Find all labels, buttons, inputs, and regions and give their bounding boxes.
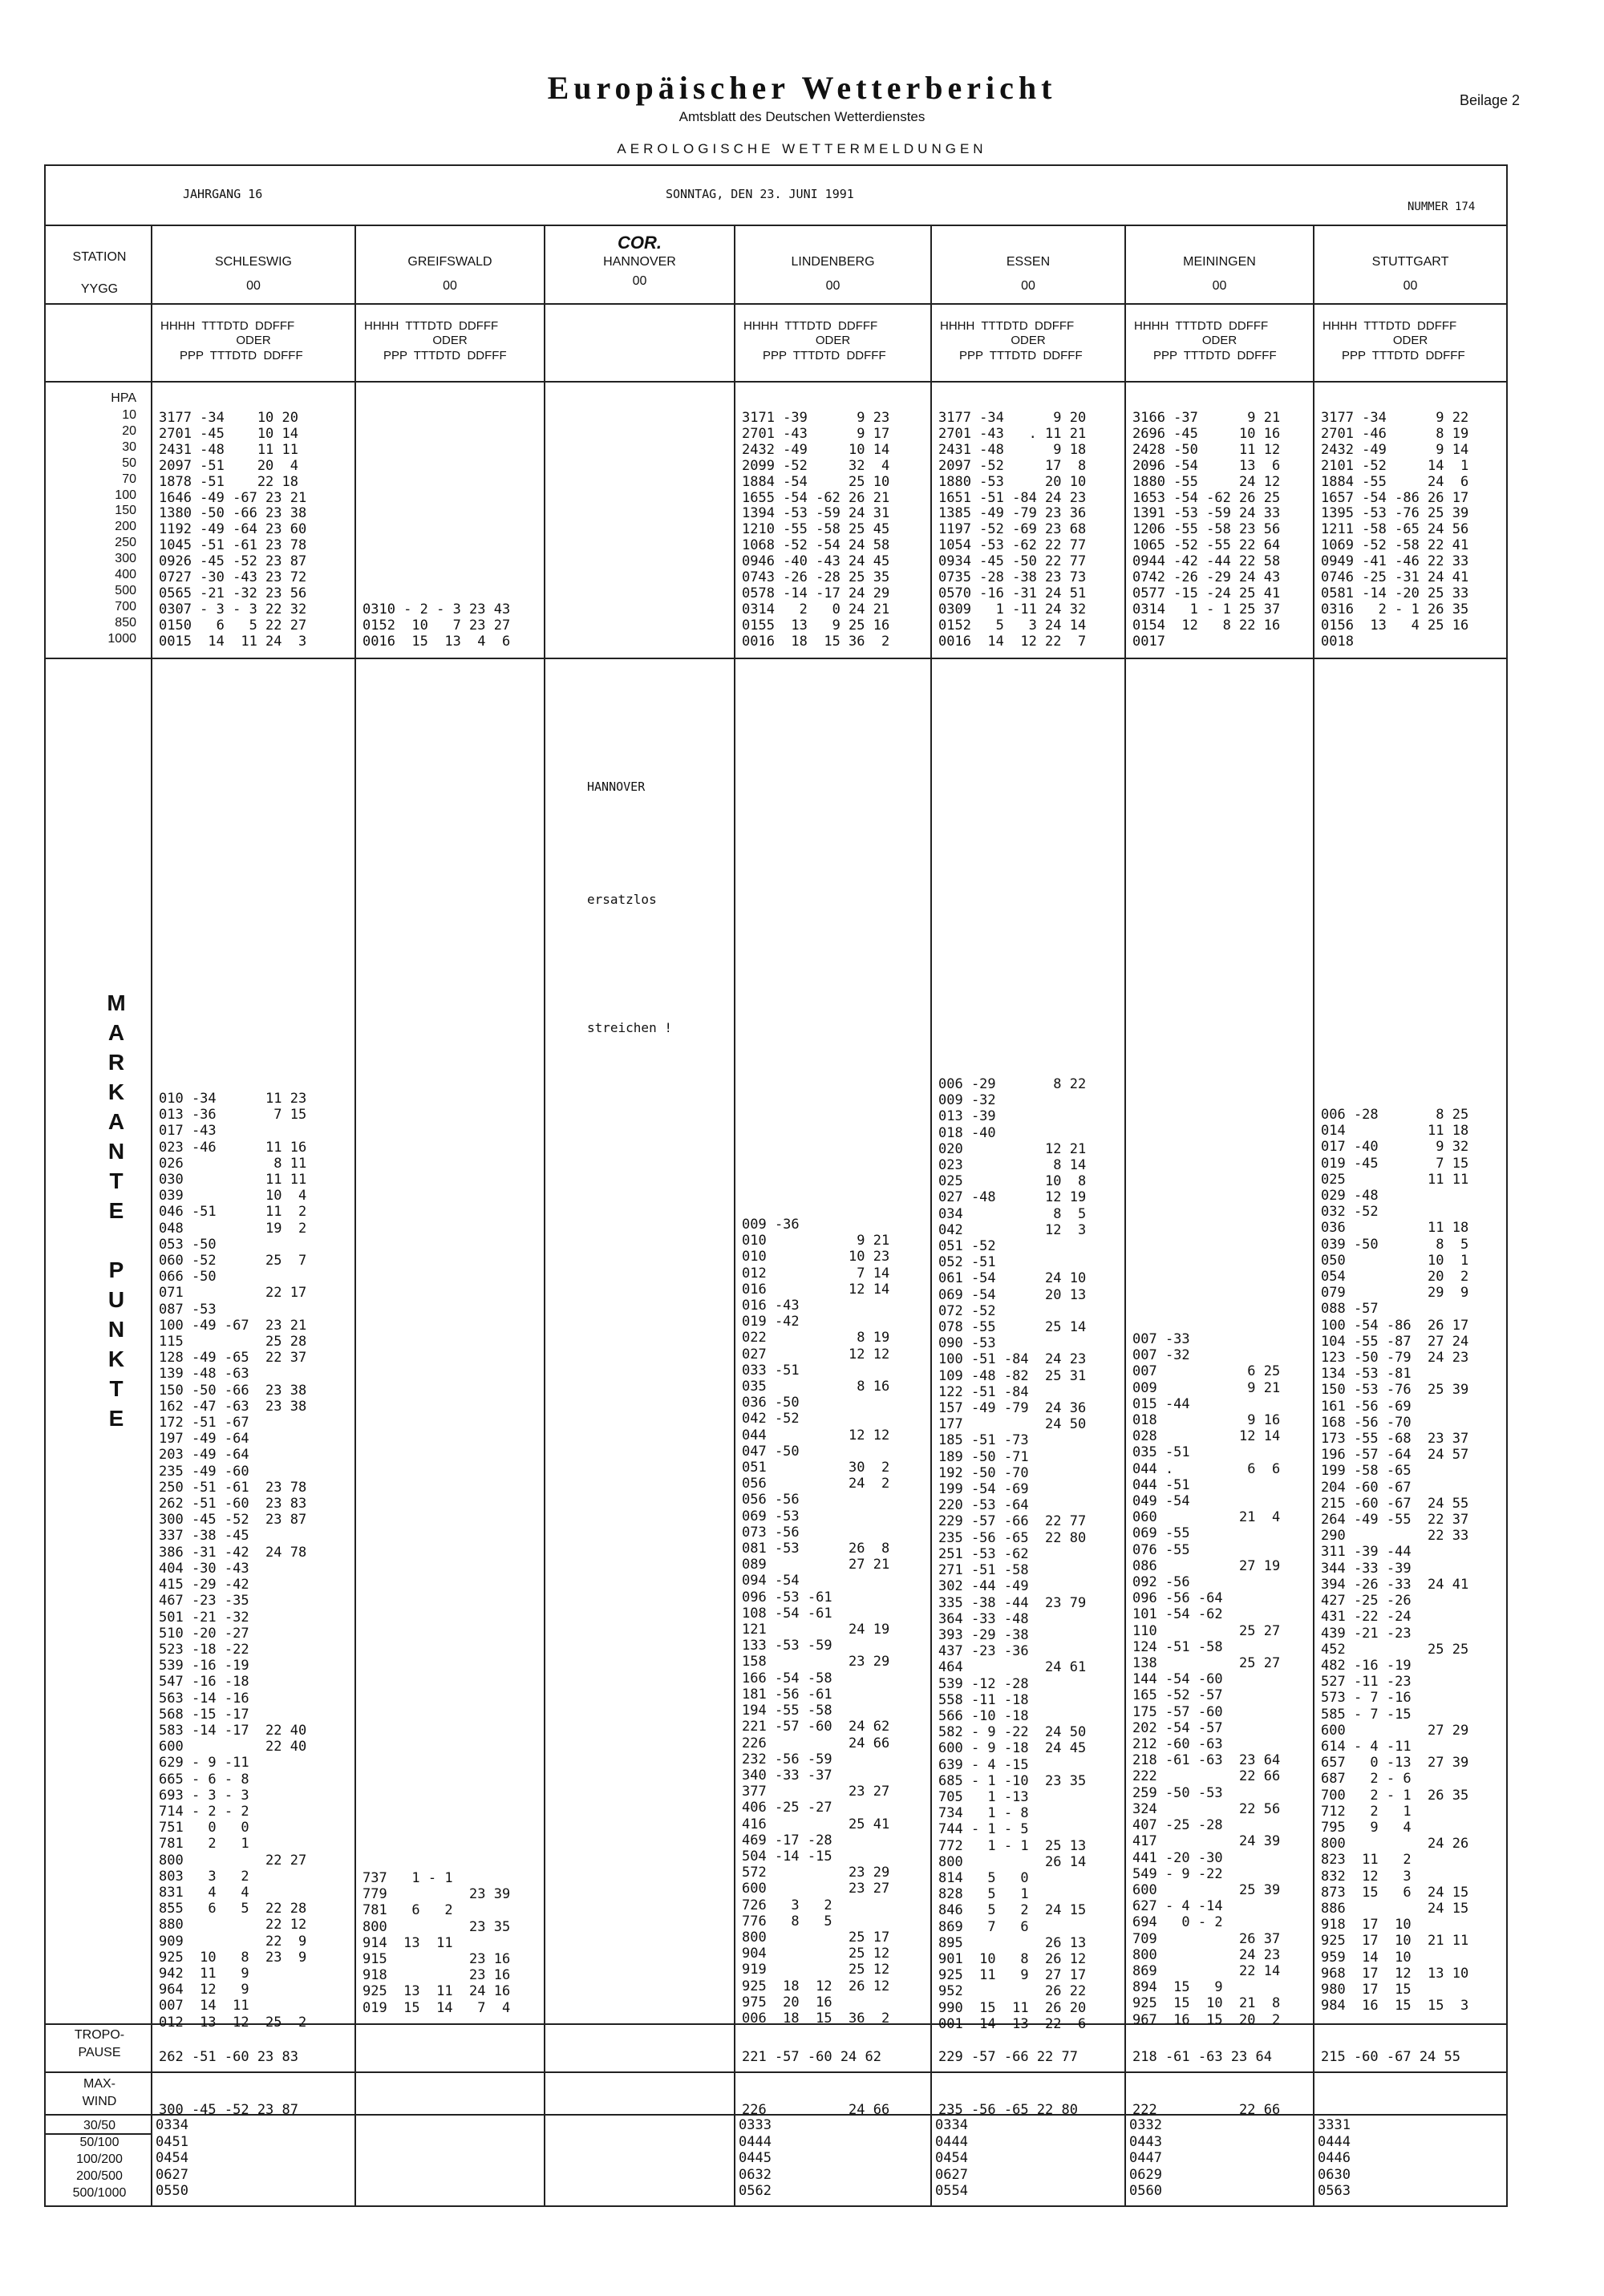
column-header-line3: PPP TTTDTD DDFFF bbox=[180, 349, 303, 362]
station-time: 00 bbox=[443, 279, 457, 293]
station-name: HANNOVER bbox=[603, 255, 676, 269]
significant-points-letter: R bbox=[107, 1050, 125, 1075]
station-time: 00 bbox=[1212, 279, 1227, 293]
station-name: MEININGEN bbox=[1183, 255, 1256, 269]
pressure-level-150: 150 bbox=[115, 504, 136, 518]
column-header-line3: PPP TTTDTD DDFFF bbox=[1153, 349, 1277, 362]
significant-points-letter: N bbox=[107, 1317, 125, 1342]
significant-points-letter: U bbox=[107, 1287, 125, 1312]
tropopause-data: 215 -60 -67 24 55 bbox=[1321, 2049, 1460, 2065]
column-header-line2: ODER bbox=[236, 334, 271, 347]
pressure-level-300: 300 bbox=[115, 552, 136, 566]
hpa-label: HPA bbox=[111, 391, 136, 405]
thickness-layer-label: 50/100 bbox=[79, 2136, 119, 2149]
pressure-level-850: 850 bbox=[115, 615, 136, 630]
column-header-line1: HHHH TTTDTD DDFFF bbox=[743, 319, 878, 333]
pressure-level-250: 250 bbox=[115, 536, 136, 550]
report-section-title: AEROLOGISCHE WETTERMELDUNGEN bbox=[617, 141, 987, 156]
issue-number: NUMMER 174 bbox=[1408, 200, 1476, 213]
thickness-data: 0332 0443 0447 0629 0560 bbox=[1129, 2117, 1162, 2199]
station-name: ESSEN bbox=[1006, 255, 1051, 269]
thickness-layer-label: 500/1000 bbox=[72, 2186, 127, 2200]
station-name: LINDENBERG bbox=[791, 255, 875, 269]
column-header-line2: ODER bbox=[1392, 334, 1428, 347]
maxwind-data: 235 -56 -65 22 80 bbox=[938, 2102, 1078, 2118]
column-header-line2: ODER bbox=[1011, 334, 1046, 347]
correction-mark: COR. bbox=[618, 233, 662, 253]
tropopause-data: 229 -57 -66 22 77 bbox=[938, 2049, 1078, 2065]
thickness-data: 0334 0444 0454 0627 0554 bbox=[935, 2117, 968, 2199]
column-header-line3: PPP TTTDTD DDFFF bbox=[383, 349, 507, 362]
column-header-line1: HHHH TTTDTD DDFFF bbox=[160, 319, 295, 333]
volume-label: JAHRGANG 16 bbox=[183, 187, 263, 201]
pressure-level-30: 30 bbox=[122, 439, 136, 454]
significant-points-letter: E bbox=[108, 1198, 124, 1223]
significant-points-letter: P bbox=[108, 1257, 124, 1282]
column-header-line3: PPP TTTDTD DDFFF bbox=[959, 349, 1083, 362]
station-time: 00 bbox=[632, 274, 647, 288]
station-time: 00 bbox=[246, 279, 261, 293]
report-subtitle: Amtsblatt des Deutschen Wetterdienstes bbox=[678, 109, 926, 124]
layer-thickness-labels bbox=[48, 2117, 151, 2201]
standard-level-data: 3177 -34 9 20 2701 -43 . 11 21 2431 -48 9 18 2097 -52 17 8 1880 -53 20 10 1651 -51 -84 24 23 1385 -49 -79 23 36 1197 -52 -69 23 68 1054 -53 -62 22 77 0934 -45 -50 22 77 0735 -28 -38 23 73 0570 -16 -31 24 51 0309 1 -11 24 32 0152 5 3 24 14 0016 14 12 22 7 bbox=[938, 410, 1087, 650]
pressure-level-400: 400 bbox=[115, 568, 136, 582]
significant-points-data: 006 -28 8 25 014 11 18 017 -40 9 32 019 -45 7 15 025 11 11 029 -48 032 -52 036 11 18 039 -50 8 5 050 10 1 054 20 2 079 29 9 088 -57 100 -54 -86 26 17 104 -55 -87 27 24 123 -50 -79 24 23 134 -53 -81 150 -53 -76 25 39 161 -56 -69 168 -56 -70 173 -55 -68 23 37 196 -57 -64 24 57 199 -58 -65 204 -60 -67 215 -60 -67 24 55 264 -49 -55 22 37 290 22 33 311 -39 -44 344 -33 -39 394 -26 -33 24 41 427 -25 -26 431 -22 -24 439 -21 -23 452 25 25 482 -16 -19 527 -11 -23 573 - 7 -16 585 - 7 -15 600 27 29 614 - 4 -11 657 0 -13 27 39 687 2 - 6 700 2 - 1 26 35 712 2 1 795 9 4 800 24 26 823 11 2 832 12 3 873 15 6 24 15 886 24 15 918 17 10 925 17 10 21 11 959 14 10 968 17 12 13 10 980 17 15 984 16 15 15 3 bbox=[1321, 1107, 1469, 2015]
note-streichen: streichen ! bbox=[587, 1020, 672, 1035]
standard-level-data: 0310 - 2 - 3 23 43 0152 10 7 23 27 0016 15 13 4 6 bbox=[363, 601, 511, 650]
significant-points-data: 737 1 - 1 779 23 39 781 6 2 800 23 35 914 13 11 915 23 16 918 23 16 925 13 11 24 16 019 15 14 7 4 bbox=[363, 1870, 511, 2016]
significant-points-data: 010 -34 11 23 013 -36 7 15 017 -43 023 -46 11 16 026 8 11 030 11 11 039 10 4 046 -51 11 2 048 19 2 053 -50 060 -52 25 7 066 -50 071 22 17 087 -53 100 -49 -67 23 21 115 25 28 128 -49 -65 22 37 139 -48 -63 150 -50 -66 23 38 162 -47 -63 23 38 172 -51 -67 197 -49 -64 203 -49 -64 235 -49 -60 250 -51 -61 23 78 262 -51 -60 23 83 300 -45 -52 23 87 337 -38 -45 386 -31 -42 24 78 404 -30 -43 415 -29 -42 467 -23 -35 501 -21 -32 510 -20 -27 523 -18 -22 539 -16 -19 547 -16 -18 563 -14 -16 568 -15 -17 583 -14 -17 22 40 600 22 40 629 - 9 -11 665 - 6 - 8 693 - 3 - 3 714 - 2 - 2 751 0 0 781 2 1 800 22 27 803 3 2 831 4 4 855 6 5 22 28 880 22 12 909 22 9 925 10 8 23 9 942 11 9 964 12 9 007 14 11 012 13 12 25 2 bbox=[159, 1091, 307, 2031]
thickness-layer-label: 30/50 bbox=[83, 2119, 116, 2132]
station-name: STUTTGART bbox=[1371, 255, 1449, 269]
yygg-row-label: YYGG bbox=[80, 282, 119, 296]
maxwind-data: 226 24 66 bbox=[742, 2102, 890, 2118]
pressure-levels bbox=[48, 407, 136, 647]
significant-points-letter: K bbox=[107, 1079, 125, 1104]
column-header-line2: ODER bbox=[1201, 334, 1237, 347]
column-header-line3: PPP TTTDTD DDFFF bbox=[1342, 349, 1465, 362]
standard-level-data: 3177 -34 9 22 2701 -46 8 19 2432 -49 9 14 2101 -52 14 1 1884 -55 24 6 1657 -54 -86 26 17 1395 -53 -76 25 39 1211 -58 -65 24 56 1069 -52 -58 22 41 0949 -41 -46 22 33 0746 -25 -31 24 41 0581 -14 -20 25 33 0316 2 - 1 26 35 0156 13 4 25 16 0018 bbox=[1321, 410, 1469, 650]
pressure-level-1000: 1000 bbox=[107, 631, 136, 646]
thickness-data: 0334 0451 0454 0627 0550 bbox=[156, 2117, 188, 2199]
station-row-label: STATION bbox=[72, 250, 127, 264]
station-name: SCHLESWIG bbox=[214, 255, 292, 269]
note-ersatzlos: ersatzlos bbox=[587, 892, 657, 907]
station-time: 00 bbox=[1403, 279, 1418, 293]
note-hannover: HANNOVER bbox=[587, 780, 646, 794]
significant-points-letter: E bbox=[108, 1406, 124, 1431]
pressure-level-700: 700 bbox=[115, 599, 136, 613]
thickness-data: 3331 0444 0446 0630 0563 bbox=[1318, 2117, 1351, 2199]
thickness-layer-label: 200/500 bbox=[76, 2169, 123, 2183]
station-time: 00 bbox=[1021, 279, 1035, 293]
column-header-line1: HHHH TTTDTD DDFFF bbox=[364, 319, 499, 333]
column-header-line1: HHHH TTTDTD DDFFF bbox=[1134, 319, 1269, 333]
tropopause-data: 218 -61 -63 23 64 bbox=[1132, 2049, 1272, 2065]
significant-points-data: 007 -33 007 -32 007 6 25 009 9 21 015 -44 018 9 16 028 12 14 035 -51 044 . 6 6 044 -51 049 -54 060 21 4 069 -55 076 -55 086 27 19 092 -56 096 -56 -64 101 -54 -62 110 25 27 124 -51 -58 138 25 27 144 -54 -60 165 -52 -57 175 -57 -60 202 -54 -57 212 -60 -63 218 -61 -63 23 64 222 22 66 259 -50 -53 324 22 56 407 -25 -28 417 24 39 441 -20 -30 549 - 9 -22 600 25 39 627 - 4 -14 694 0 - 2 709 26 37 800 24 23 869 22 14 894 15 9 925 15 10 21 8 967 16 15 20 2 bbox=[1132, 1331, 1281, 2028]
station-name: GREIFSWALD bbox=[407, 255, 492, 269]
report-title: Europäischer Wetterbericht bbox=[547, 70, 1057, 106]
pressure-level-200: 200 bbox=[115, 520, 136, 534]
station-time: 00 bbox=[825, 279, 840, 293]
pressure-level-70: 70 bbox=[122, 472, 136, 486]
column-header-line2: ODER bbox=[815, 334, 851, 347]
pressure-level-50: 50 bbox=[122, 456, 136, 470]
tropopause-label: TROPO- PAUSE bbox=[74, 2028, 125, 2059]
thickness-data: 0333 0444 0445 0632 0562 bbox=[739, 2117, 772, 2199]
significant-points-letter: K bbox=[107, 1346, 125, 1371]
maxwind-label: MAX- WIND bbox=[82, 2077, 117, 2108]
pressure-level-500: 500 bbox=[115, 583, 136, 597]
significant-points-letter: T bbox=[109, 1376, 124, 1401]
maxwind-data: 300 -45 -52 23 87 bbox=[159, 2102, 298, 2118]
column-header-line3: PPP TTTDTD DDFFF bbox=[763, 349, 886, 362]
significant-points-data: 009 -36 010 9 21 010 10 23 012 7 14 016 12 14 016 -43 019 -42 022 8 19 027 12 12 033 -51 035 8 16 036 -50 042 -52 044 12 12 047 -50 051 30 2 056 24 2 056 -56 069 -53 073 -56 081 -53 26 8 089 27 21 094 -54 096 -53 -61 108 -54 -61 121 24 19 133 -53 -59 158 23 29 166 -54 -58 181 -56 -61 194 -55 -58 221 -57 -60 24 62 226 24 66 232 -56 -59 340 -33 -37 377 23 27 406 -25 -27 416 25 41 469 -17 -28 504 -14 -15 572 23 29 600 23 27 726 3 2 776 8 5 800 25 17 904 25 12 919 25 12 925 18 12 26 12 975 20 16 006 18 15 36 2 bbox=[742, 1217, 890, 2027]
supplement-label: Beilage 2 bbox=[1460, 92, 1521, 108]
significant-points-data: 006 -29 8 22 009 -32 013 -39 018 -40 020 12 21 023 8 14 025 10 8 027 -48 12 19 034 8 5 042 12 3 051 -52 052 -51 061 -54 24 10 069 -54 20 13 072 -52 078 -55 25 14 090 -53 100 -51 -84 24 23 109 -48 -82 25 31 122 -51 -84 157 -49 -79 24 36 177 24 50 185 -51 -73 189 -50 -71 192 -50 -70 199 -54 -69 220 -53 -64 229 -57 -66 22 77 235 -56 -65 22 80 251 -53 -62 271 -51 -58 302 -44 -49 335 -38 -44 23 79 364 -33 -48 393 -29 -38 437 -23 -36 464 24 61 539 -12 -28 558 -11 -18 566 -10 -18 582 - 9 -22 24 50 600 - 9 -18 24 45 639 - 4 -15 685 - 1 -10 23 35 705 1 -13 734 1 - 8 744 - 1 - 5 772 1 - 1 25 13 800 26 14 814 5 0 828 5 1 846 5 2 24 15 869 7 6 895 26 13 901 10 8 26 12 925 11 9 27 17 952 26 22 990 15 11 26 20 001 14 13 22 6 bbox=[938, 1076, 1087, 2032]
standard-level-data: 3171 -39 9 23 2701 -43 9 17 2432 -49 10 14 2099 -52 32 4 1884 -54 25 10 1655 -54 -62 26 21 1394 -53 -59 24 31 1210 -55 -58 25 45 1068 -52 -54 24 58 0946 -40 -43 24 45 0743 -26 -28 25 35 0578 -14 -17 24 29 0314 2 0 24 21 0155 13 9 25 16 0016 18 15 36 2 bbox=[742, 410, 890, 650]
standard-level-data: 3177 -34 10 20 2701 -45 10 14 2431 -48 11 11 2097 -51 20 4 1878 -51 22 18 1646 -49 -67 23 21 1380 -50 -66 23 38 1192 -49 -64 23 60 1045 -51 -61 23 78 0926 -45 -52 23 87 0727 -30 -43 23 72 0565 -21 -32 23 56 0307 - 3 - 3 22 32 0150 6 5 22 27 0015 14 11 24 3 bbox=[159, 410, 307, 650]
significant-points-letter: A bbox=[107, 1020, 125, 1045]
column-header-line2: ODER bbox=[432, 334, 468, 347]
report-date: SONNTAG, DEN 23. JUNI 1991 bbox=[666, 187, 854, 201]
significant-points-letter: T bbox=[109, 1168, 124, 1193]
pressure-level-10: 10 bbox=[122, 408, 136, 422]
standard-level-data: 3166 -37 9 21 2696 -45 10 16 2428 -50 11 12 2096 -54 13 6 1880 -55 24 12 1653 -54 -62 26 25 1391 -53 -59 24 33 1206 -55 -58 23 56 1065 -52 -55 22 64 0944 -42 -44 22 58 0742 -26 -29 24 43 0577 -15 -24 25 41 0314 1 - 1 25 37 0154 12 8 22 16 0017 bbox=[1132, 410, 1281, 650]
pressure-level-20: 20 bbox=[122, 423, 136, 438]
tropopause-data: 221 -57 -60 24 62 bbox=[742, 2049, 881, 2065]
maxwind-data: 222 22 66 bbox=[1132, 2102, 1281, 2118]
column-header-line1: HHHH TTTDTD DDFFF bbox=[940, 319, 1075, 333]
pressure-level-100: 100 bbox=[115, 488, 136, 502]
significant-points-letter: A bbox=[107, 1109, 125, 1134]
thickness-layer-label: 100/200 bbox=[76, 2152, 123, 2166]
tropopause-data: 262 -51 -60 23 83 bbox=[159, 2049, 298, 2065]
significant-points-letter: M bbox=[107, 990, 126, 1015]
significant-points-letter: N bbox=[107, 1139, 125, 1164]
column-header-line1: HHHH TTTDTD DDFFF bbox=[1322, 319, 1457, 333]
